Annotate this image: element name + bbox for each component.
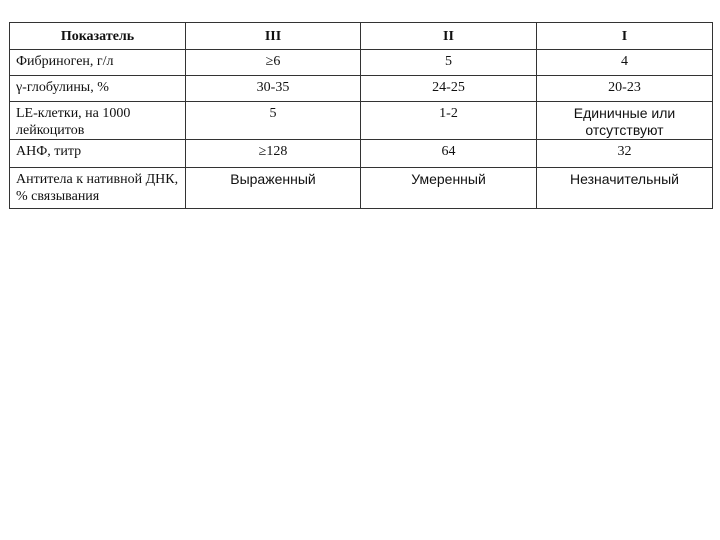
cell-value: 4 — [537, 50, 713, 76]
table-row — [10, 76, 713, 102]
cell-value: Выраженный — [186, 168, 361, 209]
cell-value: Единичные или отсутствуют — [537, 102, 713, 140]
cell-value: 20-23 — [537, 76, 713, 102]
cell-value: 30-35 — [186, 76, 361, 102]
row-label-fibrinogen: Фибриноген, г/л — [10, 50, 186, 76]
header-degree-1: I — [537, 23, 713, 50]
header-degree-2: II — [361, 23, 537, 50]
cell-value: ≥6 — [186, 50, 361, 76]
cell-value: 64 — [361, 140, 537, 168]
cell-value: 5 — [186, 102, 361, 140]
row-label-le-cells: LE-клетки, на 1000 лейкоцитов — [10, 102, 186, 140]
cell-value: 24-25 — [361, 76, 537, 102]
cell-value: Незначительный — [537, 168, 713, 209]
lupus-activity-table — [9, 22, 713, 209]
cell-value: 1-2 — [361, 102, 537, 140]
header-indicator: Показатель — [10, 23, 186, 50]
row-label-dna-antibodies: Антитела к нативной ДНК, % связывания — [10, 168, 186, 209]
table-row — [10, 50, 713, 76]
cell-value: ≥128 — [186, 140, 361, 168]
row-label-gamma-globulins: γ-глобулины, % — [10, 76, 186, 102]
cell-value: Умеренный — [361, 168, 537, 209]
cell-value: 5 — [361, 50, 537, 76]
table-row — [10, 140, 713, 168]
table-header-row — [10, 23, 713, 50]
table-row — [10, 168, 713, 209]
cell-value: 32 — [537, 140, 713, 168]
header-degree-3: III — [186, 23, 361, 50]
table-row — [10, 102, 713, 140]
row-label-anf: АНФ, титр — [10, 140, 186, 168]
